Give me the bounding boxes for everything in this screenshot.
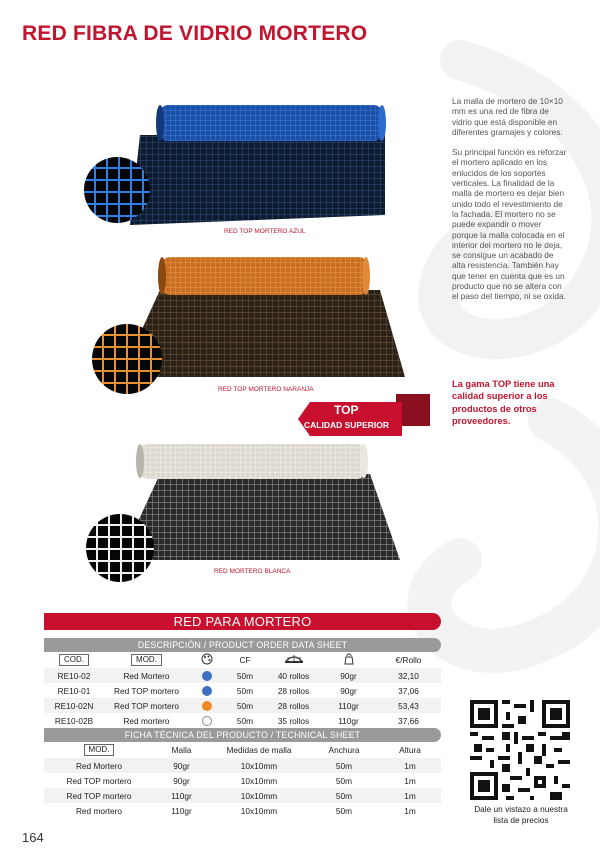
- cell-malla: 110gr: [154, 788, 209, 803]
- cell-price: 32,10: [376, 668, 441, 683]
- cell-cod: RE10-01: [57, 685, 91, 696]
- cell-rolls: 28 rollos: [277, 685, 310, 696]
- cell-anchura: 50m: [335, 805, 353, 816]
- cell-medidas: 10x10mm: [240, 775, 278, 786]
- cell-cf: 50m: [224, 698, 266, 713]
- cell-weight: 90gr: [340, 685, 357, 696]
- cell-price: 37,06: [398, 685, 419, 696]
- page-title: RED FIBRA DE VIDRIO MORTERO: [22, 22, 368, 45]
- cell-malla: 90gr: [154, 758, 209, 773]
- product-orange: [80, 252, 410, 402]
- table-row: [44, 698, 441, 713]
- col-price: €/Rollo: [395, 655, 422, 665]
- cell-mod: Red Mortero: [104, 668, 189, 683]
- col-medidas: Medidas de malla: [226, 745, 292, 755]
- swatch-blue-icon: [82, 155, 152, 225]
- cell-weight: 90gr: [321, 668, 376, 683]
- product-white: [80, 442, 410, 582]
- cell-rolls: 28 rollos: [266, 698, 321, 713]
- product-label: RED MORTERO BLANCA: [214, 568, 291, 575]
- table-row: [44, 713, 441, 728]
- cell-cod: RE10-02: [44, 668, 104, 683]
- table-row: [44, 803, 441, 818]
- palette-icon: [201, 653, 213, 665]
- cell-mod: Red mortero: [75, 805, 123, 816]
- cell-malla: 110gr: [171, 805, 192, 816]
- table-row: [44, 773, 441, 788]
- cell-mod: Red TOP mortero: [66, 775, 132, 786]
- cell-altura: 1m: [379, 758, 441, 773]
- cell-malla: 90gr: [173, 775, 190, 786]
- cell-mod: Red TOP mortero: [113, 685, 180, 696]
- cell-altura: 1m: [379, 788, 441, 803]
- color-dot: [202, 686, 212, 696]
- product-description: [452, 96, 567, 312]
- table-row: [44, 683, 441, 698]
- description-paragraph-2: Su principal función es reforzar el mortero aplicado en los enlucidos de los soportes verticales. La finalidad de la malla de mortero es dejar bien unido todo el revestimiento de la fachada. El mortero no se puede expandir o mover porque la malla colocada en el interior del mortero no le deja, se consigue un acabado de alta resistencia. También hay que tener en cuenta que es un producto que no se altera con el paso del tiempo, ni se oxida.: [452, 147, 567, 302]
- color-dot: [202, 671, 212, 681]
- cell-rolls: 35 rollos: [277, 715, 310, 726]
- qr-code-icon[interactable]: [470, 700, 570, 800]
- color-dot: [202, 716, 212, 726]
- tech-table: [44, 742, 441, 818]
- product-label: RED TOP MORTERO AZUL: [224, 228, 306, 235]
- badge-line1: TOP: [334, 403, 359, 417]
- badge-line2: CALIDAD SUPERIOR: [304, 420, 390, 430]
- swatch-orange-icon: [90, 322, 164, 396]
- cell-anchura: 50m: [335, 775, 353, 786]
- top-range-highlight: La gama TOP tiene una calidad superior a los productos de otros proveedores.: [452, 379, 555, 427]
- description-paragraph-1: La malla de mortero de 10×10 mm es una red de fibra de vidrio que está disponible en diferentes gramajes y colores.: [452, 96, 563, 137]
- cell-mod: Red mortero: [123, 715, 170, 726]
- section-banner: RED PARA MORTERO: [44, 613, 441, 630]
- table-row: [44, 668, 441, 683]
- cell-cod: RE10-02N: [44, 698, 104, 713]
- cell-medidas: 10x10mm: [240, 805, 278, 816]
- swatch-white-icon: [84, 512, 156, 584]
- pallet-icon: [284, 653, 304, 665]
- tech-sheet-title: FICHA TÉCNICA DEL PRODUCTO / TECHNICAL SHEET: [44, 728, 441, 742]
- cell-anchura: 50m: [309, 758, 379, 773]
- cell-cf: 50m: [236, 715, 254, 726]
- cell-cf: 50m: [224, 668, 266, 683]
- cell-medidas: 10x10mm: [209, 788, 309, 803]
- cell-price: 53,43: [376, 698, 441, 713]
- cell-anchura: 50m: [309, 788, 379, 803]
- cell-mod: Red Mortero: [44, 758, 154, 773]
- col-cf: CF: [239, 655, 251, 665]
- table-row: [44, 788, 441, 803]
- cell-rolls: 40 rollos: [266, 668, 321, 683]
- page-number: 164: [22, 830, 44, 845]
- col-altura: Altura: [399, 745, 421, 755]
- col-mod: MOD.: [131, 654, 162, 666]
- qr-caption: Dale un vistazo a nuestra lista de precios: [474, 804, 568, 825]
- product-blue: [80, 100, 390, 245]
- cell-cf: 50m: [236, 685, 254, 696]
- cell-altura: 1m: [404, 805, 416, 816]
- col-mod: MOD.: [84, 744, 115, 756]
- top-quality-badge: [298, 394, 432, 436]
- cell-mod: Red TOP mortero: [104, 698, 189, 713]
- cell-mod: Red TOP mortero: [44, 788, 154, 803]
- table-row: [44, 758, 441, 773]
- cell-price: 37,66: [398, 715, 419, 726]
- order-sheet-title: DESCRIPCIÓN / PRODUCT ORDER DATA SHEET: [44, 638, 441, 652]
- color-dot: [202, 701, 212, 711]
- product-tables: [44, 613, 441, 818]
- weight-icon: [343, 653, 355, 665]
- cell-medidas: 10x10mm: [209, 758, 309, 773]
- order-table: [44, 652, 441, 728]
- col-anchura: Anchura: [328, 745, 360, 755]
- col-cod: COD.: [59, 654, 89, 666]
- cell-weight: 110gr: [338, 715, 359, 726]
- product-label: RED TOP MORTERO NARANJA: [218, 386, 314, 393]
- cell-cod: RE10-02B: [54, 715, 94, 726]
- col-malla: Malla: [171, 745, 192, 755]
- cell-altura: 1m: [404, 775, 416, 786]
- cell-weight: 110gr: [321, 698, 376, 713]
